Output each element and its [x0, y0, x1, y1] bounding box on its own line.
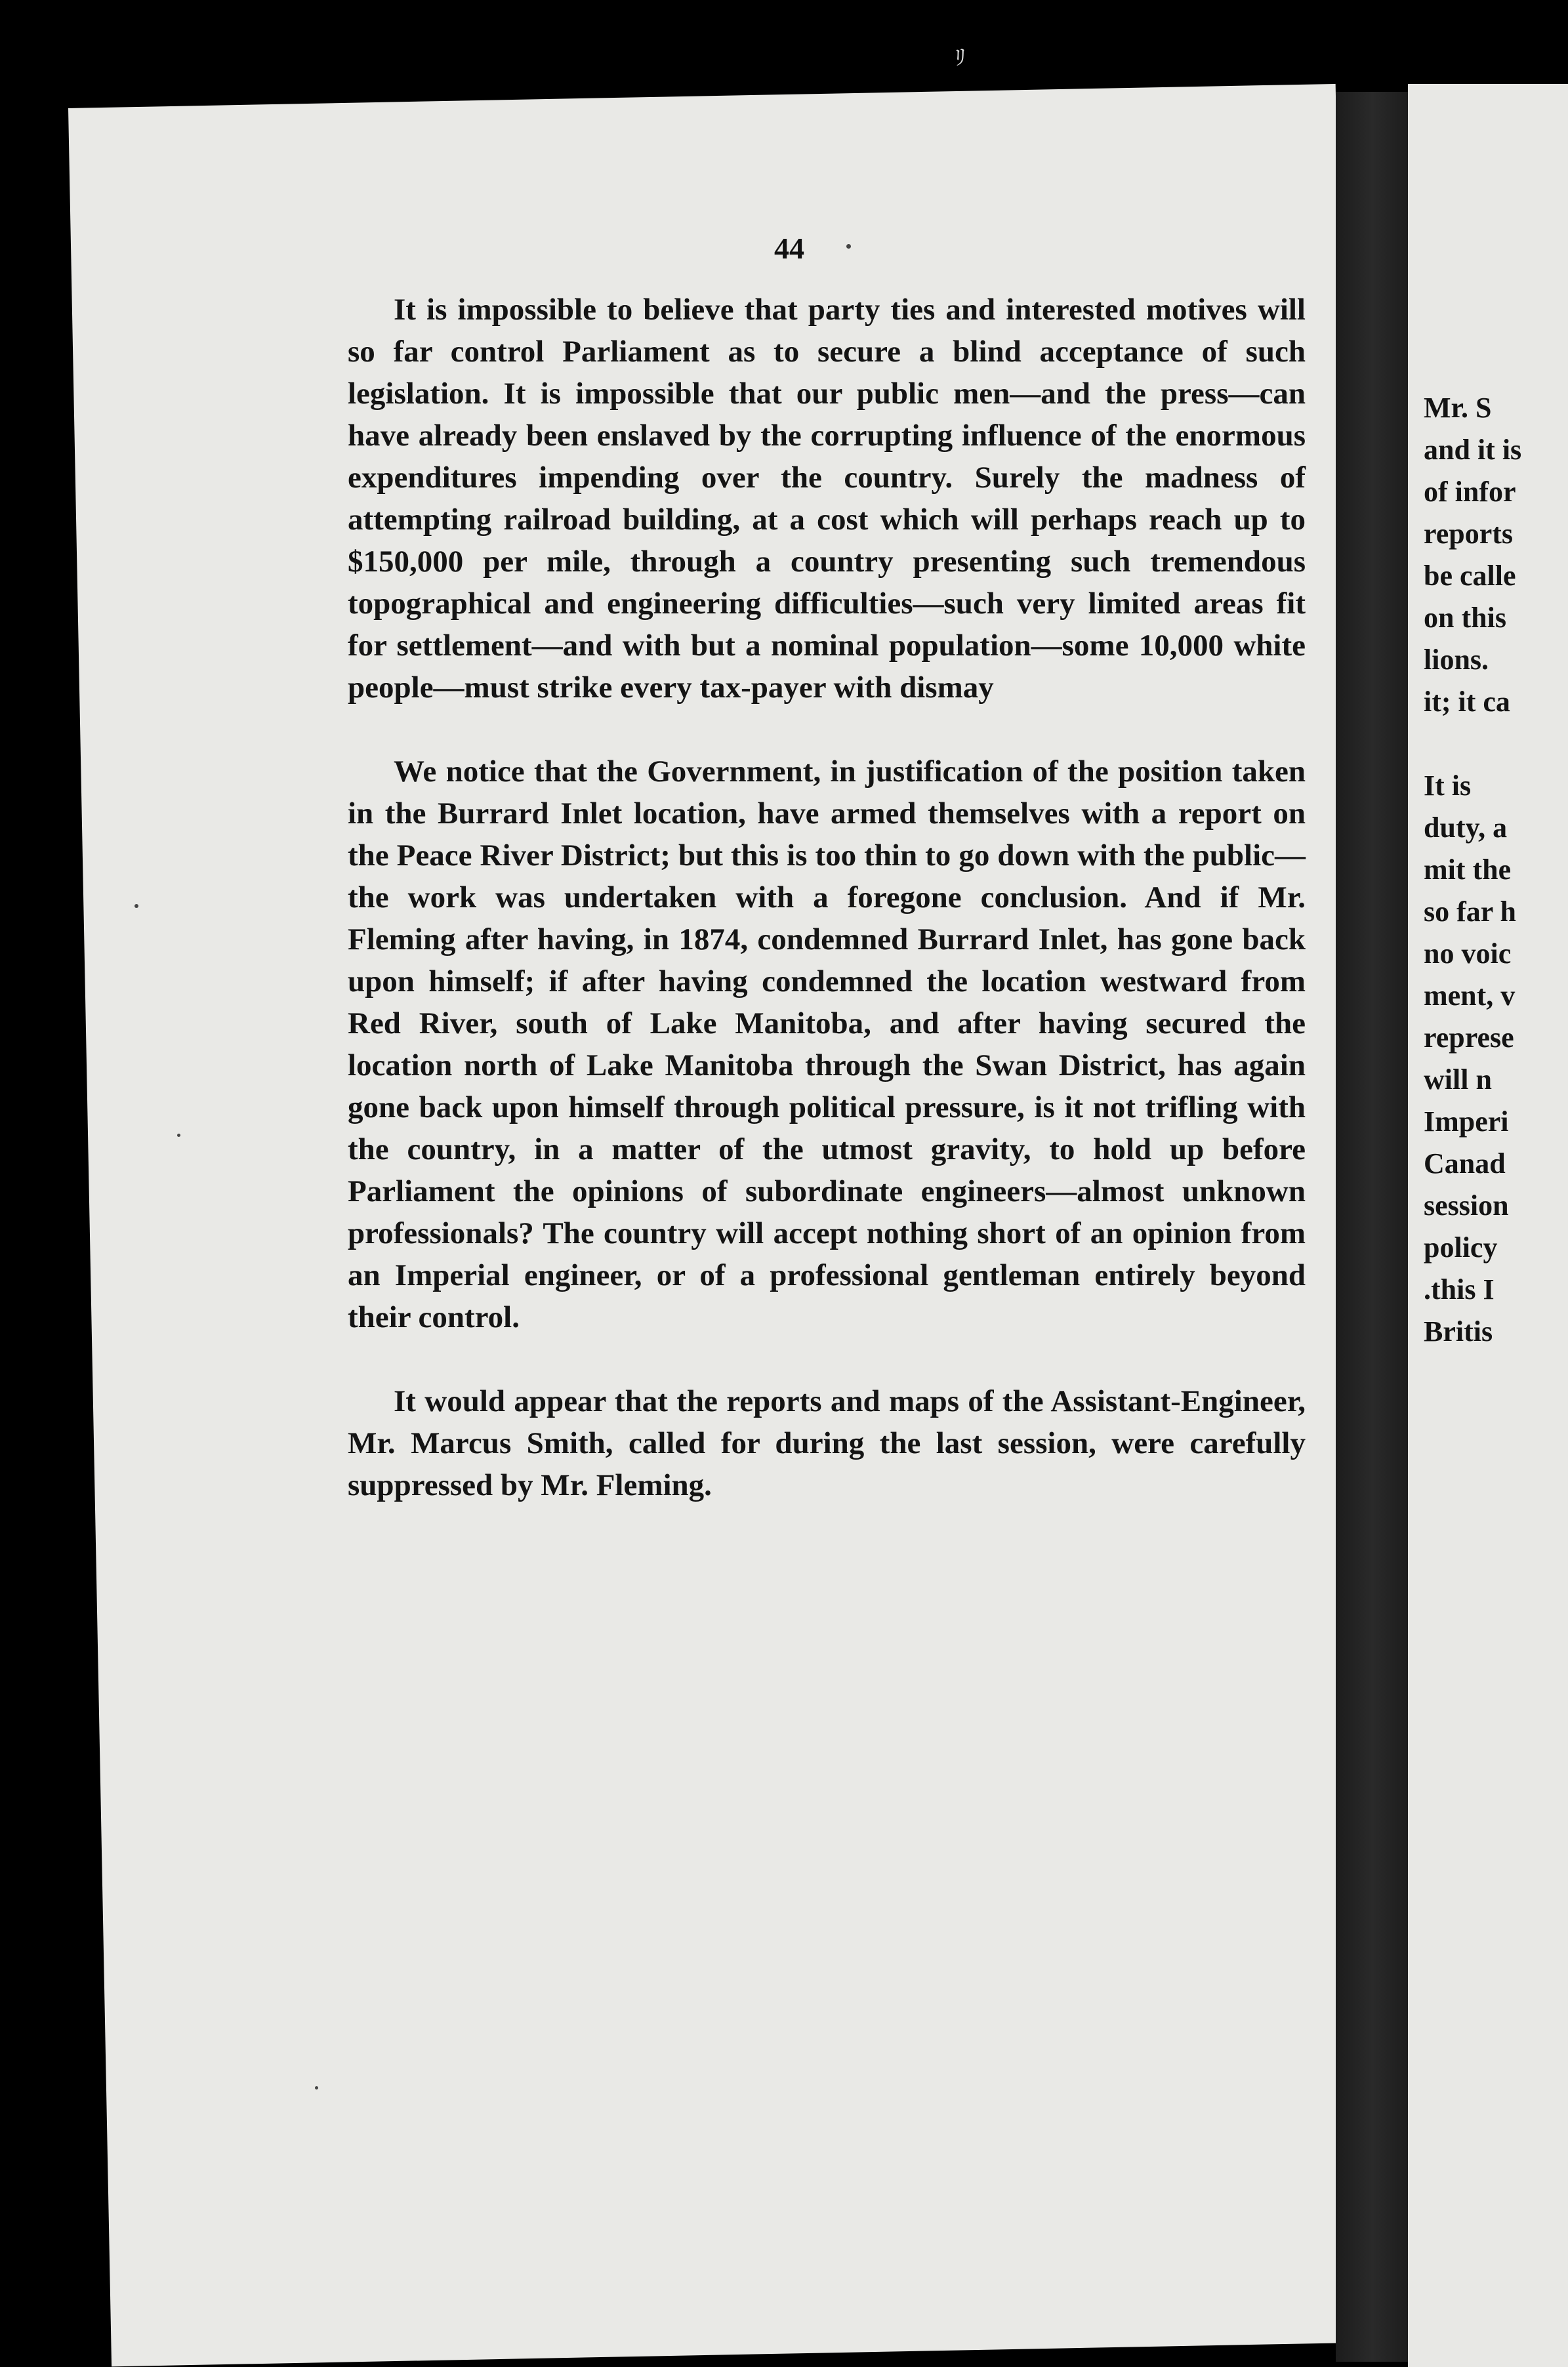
paper-speck [315, 2086, 318, 2089]
page-number: 44 [774, 232, 804, 265]
paper-speck [177, 1134, 180, 1137]
right-line: ment, v [1424, 979, 1516, 1012]
paper-speck [134, 904, 138, 908]
right-line: Canad [1424, 1147, 1506, 1180]
right-line: and it is [1424, 434, 1522, 466]
right-line: It is [1424, 770, 1472, 802]
right-line: duty, a [1424, 812, 1508, 844]
right-line: Mr. S [1424, 392, 1492, 424]
right-line: mit the [1424, 854, 1512, 886]
right-line: .this I [1424, 1273, 1495, 1306]
right-page-text [1424, 387, 1568, 1353]
left-page-body [348, 289, 1306, 1506]
right-line: it; it ca [1424, 686, 1510, 718]
right-line: so far h [1424, 895, 1516, 928]
right-line: on this [1424, 602, 1506, 634]
right-line: lions. [1424, 644, 1489, 676]
right-line: no voic [1424, 937, 1512, 970]
paragraph-1: It is impossible to believe that party ties and interested motives will so far control Parliament as to secure a blind acceptance of such legislation. It is impossible that our public men—and the press—can have already been enslaved by the corrupting influence of the enormous expenditures impending over the country. Surely the madness of attempting railroad building, at a cost which will perhaps reach up to $150,000 per mile, through a country presenting such tremendous topographical and engineering difficulties—such very limited areas fit for settlement—and with but a nominal population—some 10,000 white people—must strike every tax-payer with dismay [348, 293, 1306, 705]
right-line: Imperi [1424, 1105, 1509, 1138]
right-line [1424, 723, 1568, 765]
scan-mark: ﾘ [955, 46, 966, 70]
right-line: will n [1424, 1063, 1492, 1096]
right-line: policy [1424, 1231, 1498, 1264]
paper-speck [846, 244, 851, 249]
right-line: be calle [1424, 560, 1516, 592]
right-line: represe [1424, 1021, 1514, 1054]
right-line: reports [1424, 518, 1514, 550]
paragraph-3: It would appear that the reports and maps of the Assistant-Engineer, Mr. Marcus Smith, called for during the last session, were carefully suppressed by Mr. Fleming. [348, 1384, 1306, 1502]
right-line: session [1424, 1189, 1509, 1222]
paragraph-2: We notice that the Government, in justification of the position taken in the Burrard Inlet location, have armed themselves with a report on the Peace River District; but this is too thin to go down with the public—the work was undertaken with a foregone conclusion. And if Mr. Fleming after having, in 1874, condemned Burrard Inlet, has gone back upon himself; if after having condemned the location westward from Red River, south of Lake Manitoba, and after having secured the location north of Lake Manitoba through the Swan District, has again gone back upon himself through political pressure, is it not trifling with the country, in a matter of the utmost gravity, to hold up before Parliament the opinions of subordinate engineers—almost unknown professionals? The country will accept nothing short of an opinion from an Imperial engineer, or of a professional gentleman entirely beyond their control. [348, 754, 1306, 1334]
right-line: of infor [1424, 476, 1516, 508]
right-line: Britis [1424, 1315, 1493, 1348]
